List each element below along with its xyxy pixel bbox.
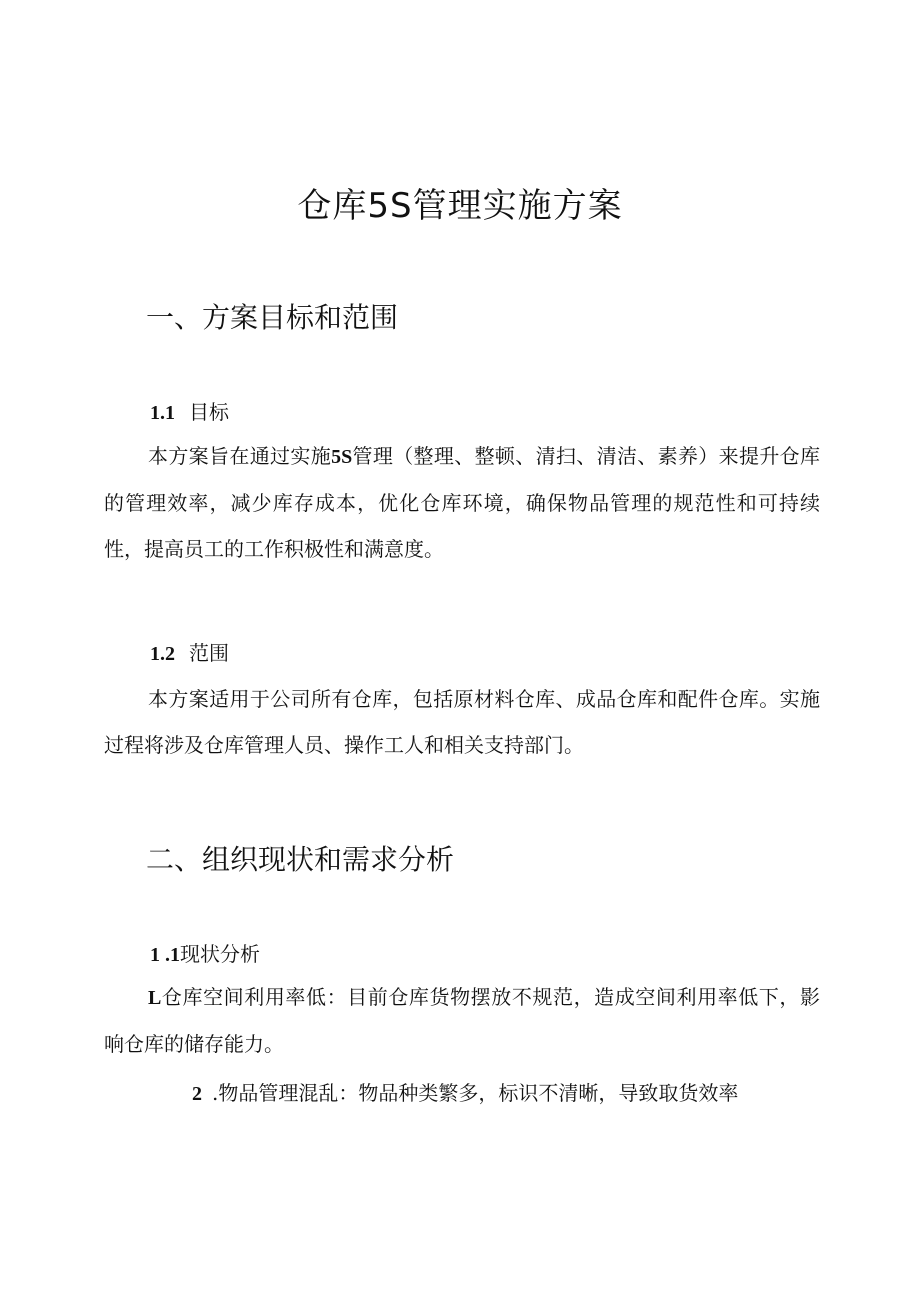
paragraph-goal [104,433,820,572]
paragraph-goal-bold: 5S [331,446,353,468]
list-item-text: .物品管理混乱：物品种类繁多，标识不清晰，导致取货效率 [212,1081,739,1105]
subsection-2-1 [150,938,260,967]
subsection-1-2 [150,637,229,666]
paragraph-goal-prefix: 本方案旨在通过实施 [148,444,332,468]
list-item-text: 仓库空间利用率低：目前仓库货物摆放不规范，造成空间利用率低下，影响仓库的储存能力。 [104,985,820,1056]
subsection-number: 1 .1 [150,944,180,966]
subsection-number: 1.2 [150,643,175,665]
subsection-label: 范围 [189,641,229,665]
subsection-label: 现状分析 [180,942,260,966]
subsection-1-1 [150,396,229,425]
list-item-marker: 2 [192,1083,202,1105]
list-item-1 [104,974,820,1067]
subsection-label: 目标 [189,400,229,424]
section-heading-2: 二、组织现状和需求分析 [146,843,455,876]
list-item-marker: L [148,987,162,1009]
paragraph-goal-rest: 管理（整理、整顿、清扫、清洁、素养）来提升仓库的管理效率，减少库存成本，优化仓库环境，确保物品管理的规范性和可持续性，提高员工的工作积极性和满意度。 [104,444,821,561]
subsection-number: 1.1 [150,402,175,424]
paragraph-scope: 本方案适用于公司所有仓库，包括原材料仓库、成品仓库和配件仓库。实施过程将涉及仓库管理人员、操作工人和相关支持部门。 [104,687,820,757]
section-heading-1: 一、方案目标和范围 [146,301,399,334]
document-title: 仓库5S管理实施方案 [297,186,623,226]
list-item-2 [104,1070,820,1117]
